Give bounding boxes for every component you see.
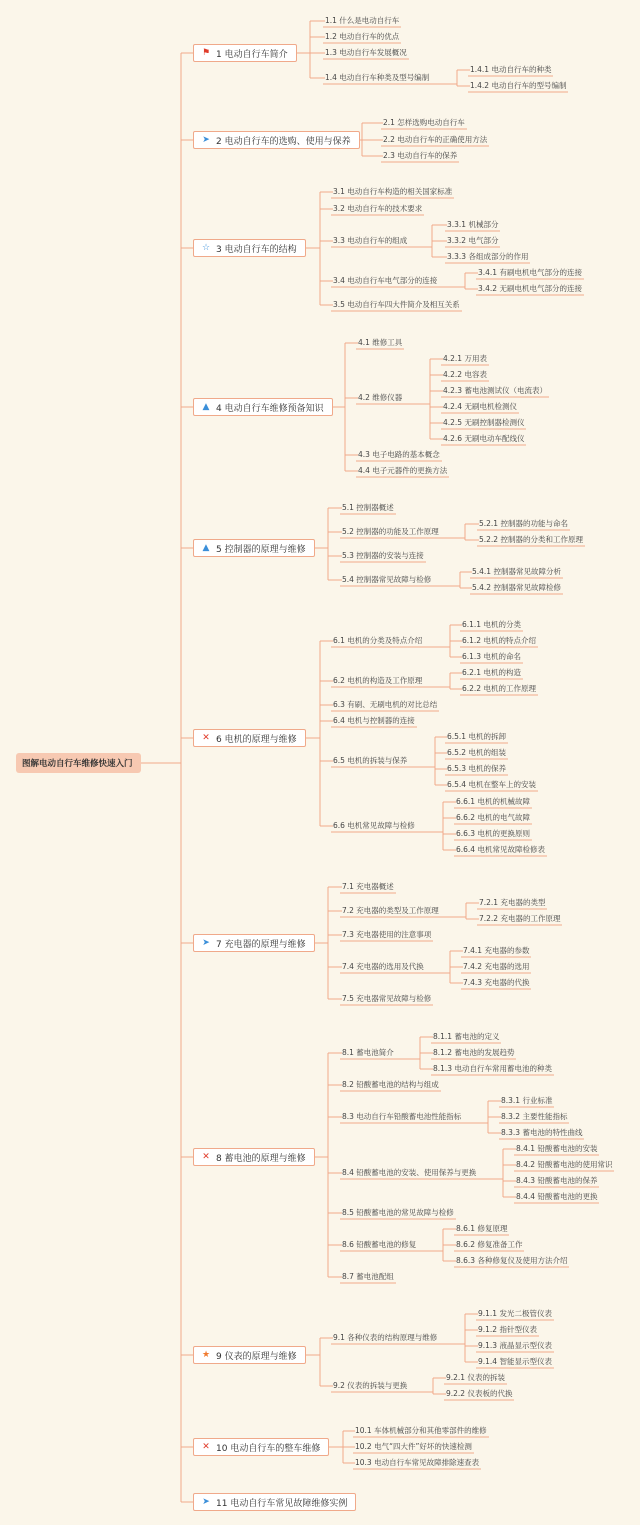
chapter-label: 8 蓄电池的原理与维修	[216, 1153, 306, 1164]
section-7.5[interactable]: 7.5 充电器常见故障与检修	[342, 994, 432, 1003]
section-6.1[interactable]: 6.1 电机的分类及特点介绍	[333, 636, 423, 645]
section-6.3[interactable]: 6.3 有刷、无刷电机的对比总结	[333, 700, 438, 709]
subsection-9.1.3[interactable]: 9.1.3 液晶显示型仪表	[478, 1341, 552, 1350]
chapter-4[interactable]	[193, 398, 333, 416]
subsection-8.1.2[interactable]: 8.1.2 蓄电池的发展趋势	[433, 1048, 515, 1057]
chapter-11[interactable]	[193, 1493, 356, 1511]
subsection-6.6.1[interactable]: 6.6.1 电机的机械故障	[456, 797, 530, 806]
section-4.1[interactable]: 4.1 维修工具	[358, 338, 403, 347]
section-4.3[interactable]: 4.3 电子电路的基本概念	[358, 450, 440, 459]
section-7.1[interactable]: 7.1 充电器概述	[342, 882, 394, 891]
section-4.4[interactable]: 4.4 电子元器件的更换方法	[358, 466, 448, 475]
subsection-4.2.6[interactable]: 4.2.6 无刷电动车配线仪	[443, 434, 525, 443]
section-8.2[interactable]: 8.2 铅酸蓄电池的结构与组成	[342, 1080, 439, 1089]
section-3.5[interactable]: 3.5 电动自行车四大件简介及相互关系	[333, 300, 460, 309]
subsection-4.2.4[interactable]: 4.2.4 无刷电机检测仪	[443, 402, 517, 411]
chapter-label: 10 电动自行车的整车维修	[216, 1443, 321, 1454]
chapter-2[interactable]	[193, 131, 360, 149]
chapter-label: 2 电动自行车的选购、使用与保养	[216, 136, 351, 147]
subsection-6.2.1[interactable]: 6.2.1 电机的构造	[462, 668, 521, 677]
subsection-6.1.3[interactable]: 6.1.3 电机的命名	[462, 652, 521, 661]
subsection-6.5.4[interactable]: 6.5.4 电机在整车上的安装	[447, 780, 536, 789]
section-2.2[interactable]: 2.2 电动自行车的正确使用方法	[383, 135, 488, 144]
subsection-3.3.1[interactable]: 3.3.1 机械部分	[447, 220, 499, 229]
subsection-8.3.3[interactable]: 8.3.3 蓄电池的特性曲线	[501, 1128, 583, 1137]
subsection-6.6.2[interactable]: 6.6.2 电机的电气故障	[456, 813, 530, 822]
section-8.7[interactable]: 8.7 蓄电池配组	[342, 1272, 394, 1281]
subsection-6.6.4[interactable]: 6.6.4 电机常见故障检修表	[456, 845, 545, 854]
subsection-7.4.2[interactable]: 7.4.2 充电器的选用	[463, 962, 530, 971]
subsection-8.4.4[interactable]: 8.4.4 铅酸蓄电池的更换	[516, 1192, 598, 1201]
tools-icon: ✕	[202, 1151, 210, 1162]
subsection-5.4.2[interactable]: 5.4.2 控制器常见故障检修	[472, 583, 561, 592]
subsection-7.4.1[interactable]: 7.4.1 充电器的参数	[463, 946, 530, 955]
section-6.5[interactable]: 6.5 电机的拆装与保养	[333, 756, 408, 765]
section-8.3[interactable]: 8.3 电动自行车铅酸蓄电池性能指标	[342, 1112, 462, 1121]
subsection-8.6.3[interactable]: 8.6.3 各种修复仪及使用方法介绍	[456, 1256, 568, 1265]
chapter-3[interactable]	[193, 239, 306, 257]
chapter-label: 9 仪表的原理与维修	[216, 1351, 297, 1362]
section-8.5[interactable]: 8.5 铅酸蓄电池的常见故障与检修	[342, 1208, 454, 1217]
chapter-label: 3 电动自行车的结构	[216, 244, 297, 255]
subsection-4.2.3[interactable]: 4.2.3 蓄电池测试仪（电流表）	[443, 386, 547, 395]
subsection-9.1.1[interactable]: 9.1.1 发光二极管仪表	[478, 1309, 552, 1318]
subsection-6.6.3[interactable]: 6.6.3 电机的更换原则	[456, 829, 530, 838]
subsection-6.5.1[interactable]: 6.5.1 电机的拆卸	[447, 732, 506, 741]
subsection-7.2.1[interactable]: 7.2.1 充电器的类型	[479, 898, 546, 907]
section-8.6[interactable]: 8.6 铅酸蓄电池的修复	[342, 1240, 417, 1249]
chapter-1[interactable]	[193, 44, 297, 62]
subsection-6.2.2[interactable]: 6.2.2 电机的工作原理	[462, 684, 536, 693]
subsection-8.1.1[interactable]: 8.1.1 蓄电池的定义	[433, 1032, 500, 1041]
chapter-label: 1 电动自行车简介	[216, 49, 288, 60]
subsection-9.2.1[interactable]: 9.2.1 仪表的拆装	[446, 1373, 505, 1382]
subsection-5.4.1[interactable]: 5.4.1 控制器常见故障分析	[472, 567, 561, 576]
section-4.2[interactable]: 4.2 维修仪器	[358, 393, 403, 402]
subsection-8.6.2[interactable]: 8.6.2 修复准备工作	[456, 1240, 523, 1249]
subsection-5.2.1[interactable]: 5.2.1 控制器的功能与命名	[479, 519, 568, 528]
section-2.3[interactable]: 2.3 电动自行车的保养	[383, 151, 458, 160]
section-10.2[interactable]: 10.2 电气“四大件”好坏的快速检测	[355, 1442, 472, 1451]
paper-plane-icon: ➤	[202, 1496, 210, 1507]
section-3.1[interactable]: 3.1 电动自行车构造的相关国家标准	[333, 187, 453, 196]
subsection-4.2.2[interactable]: 4.2.2 电容表	[443, 370, 487, 379]
flame-icon: ▲	[202, 542, 210, 553]
subsection-5.2.2[interactable]: 5.2.2 控制器的分类和工作原理	[479, 535, 583, 544]
section-6.6[interactable]: 6.6 电机常见故障与检修	[333, 821, 415, 830]
subsection-3.3.3[interactable]: 3.3.3 各组成部分的作用	[447, 252, 529, 261]
chapter-label: 11 电动自行车常见故障维修实例	[216, 1498, 348, 1509]
section-10.1[interactable]: 10.1 车体机械部分和其他零部件的维修	[355, 1426, 487, 1435]
subsection-6.1.2[interactable]: 6.1.2 电机的特点介绍	[462, 636, 536, 645]
subsection-8.6.1[interactable]: 8.6.1 修复原理	[456, 1224, 508, 1233]
subsection-3.4.2[interactable]: 3.4.2 无刷电机电气部分的连接	[478, 284, 582, 293]
section-6.2[interactable]: 6.2 电机的构造及工作原理	[333, 676, 423, 685]
chapter-label: 6 电机的原理与维修	[216, 734, 297, 745]
subsection-6.5.3[interactable]: 6.5.3 电机的保养	[447, 764, 506, 773]
star-filled-icon: ★	[201, 1349, 211, 1360]
section-10.3[interactable]: 10.3 电动自行车常见故障排除速查表	[355, 1458, 480, 1467]
subsection-1.4.1[interactable]: 1.4.1 电动自行车的种类	[470, 65, 552, 74]
flag-icon: ⚑	[201, 47, 211, 58]
section-5.4[interactable]: 5.4 控制器常见故障与检修	[342, 575, 432, 584]
subsection-8.3.1[interactable]: 8.3.1 行业标准	[501, 1096, 553, 1105]
section-7.2[interactable]: 7.2 充电器的类型及工作原理	[342, 906, 439, 915]
subsection-7.2.2[interactable]: 7.2.2 充电器的工作原理	[479, 914, 561, 923]
chapter-label: 7 充电器的原理与维修	[216, 939, 306, 950]
subsection-4.2.1[interactable]: 4.2.1 万用表	[443, 354, 487, 363]
section-1.1[interactable]: 1.1 什么是电动自行车	[325, 16, 400, 25]
chapter-label: 5 控制器的原理与维修	[216, 544, 306, 555]
subsection-6.1.1[interactable]: 6.1.1 电机的分类	[462, 620, 521, 629]
subsection-9.1.4[interactable]: 9.1.4 智能显示型仪表	[478, 1357, 552, 1366]
section-6.4[interactable]: 6.4 电机与控制器的连接	[333, 716, 415, 725]
chapter-5[interactable]	[193, 539, 315, 557]
section-1.2[interactable]: 1.2 电动自行车的优点	[325, 32, 400, 41]
section-5.3[interactable]: 5.3 控制器的安装与连接	[342, 551, 424, 560]
section-7.4[interactable]: 7.4 充电器的选用及代换	[342, 962, 424, 971]
section-9.2[interactable]: 9.2 仪表的拆装与更换	[333, 1381, 408, 1390]
subsection-8.4.1[interactable]: 8.4.1 铅酸蓄电池的安装	[516, 1144, 598, 1153]
section-1.3[interactable]: 1.3 电动自行车发展概况	[325, 48, 407, 57]
subsection-9.1.2[interactable]: 9.1.2 指针型仪表	[478, 1325, 537, 1334]
section-2.1[interactable]: 2.1 怎样选购电动自行车	[383, 118, 465, 127]
section-9.1[interactable]: 9.1 各种仪表的结构原理与维修	[333, 1333, 438, 1342]
subsection-8.3.2[interactable]: 8.3.2 主要性能指标	[501, 1112, 568, 1121]
flame-icon: ▲	[202, 401, 210, 412]
section-7.3[interactable]: 7.3 充电器使用的注意事项	[342, 930, 432, 939]
subsection-1.4.2[interactable]: 1.4.2 电动自行车的型号编制	[470, 81, 567, 90]
paper-plane-icon: ➤	[202, 937, 210, 948]
subsection-3.4.1[interactable]: 3.4.1 有刷电机电气部分的连接	[478, 268, 582, 277]
section-8.4[interactable]: 8.4 铅酸蓄电池的安装、使用保养与更换	[342, 1168, 477, 1177]
chapter-7[interactable]	[193, 934, 315, 952]
section-3.3[interactable]: 3.3 电动自行车的组成	[333, 236, 408, 245]
chapter-label: 4 电动自行车维修预备知识	[216, 403, 324, 414]
subsection-8.1.3[interactable]: 8.1.3 电动自行车常用蓄电池的种类	[433, 1064, 552, 1073]
section-1.4[interactable]: 1.4 电动自行车种类及型号编制	[325, 73, 430, 82]
subsection-3.3.2[interactable]: 3.3.2 电气部分	[447, 236, 499, 245]
tools-icon: ✕	[202, 732, 210, 743]
subsection-7.4.3[interactable]: 7.4.3 充电器的代换	[463, 978, 530, 987]
subsection-4.2.5[interactable]: 4.2.5 无刷控制器检测仪	[443, 418, 525, 427]
chapter-8[interactable]	[193, 1148, 315, 1166]
section-8.1[interactable]: 8.1 蓄电池简介	[342, 1048, 394, 1057]
section-5.1[interactable]: 5.1 控制器概述	[342, 503, 394, 512]
paper-plane-icon: ➤	[202, 134, 210, 145]
subsection-8.4.3[interactable]: 8.4.3 铅酸蓄电池的保养	[516, 1176, 598, 1185]
root-topic[interactable]: 图解电动自行车维修快速入门	[16, 753, 141, 773]
chapter-6[interactable]	[193, 729, 306, 747]
chapter-10[interactable]	[193, 1438, 329, 1456]
section-3.2[interactable]: 3.2 电动自行车的技术要求	[333, 204, 423, 213]
section-5.2[interactable]: 5.2 控制器的功能及工作原理	[342, 527, 439, 536]
star-outline-icon: ☆	[201, 242, 211, 253]
subsection-6.5.2[interactable]: 6.5.2 电机的组装	[447, 748, 506, 757]
section-3.4[interactable]: 3.4 电动自行车电气部分的连接	[333, 276, 438, 285]
chapter-9[interactable]	[193, 1346, 306, 1364]
subsection-8.4.2[interactable]: 8.4.2 铅酸蓄电池的使用常识	[516, 1160, 613, 1169]
tools-icon: ✕	[202, 1441, 210, 1452]
subsection-9.2.2[interactable]: 9.2.2 仪表板的代换	[446, 1389, 513, 1398]
